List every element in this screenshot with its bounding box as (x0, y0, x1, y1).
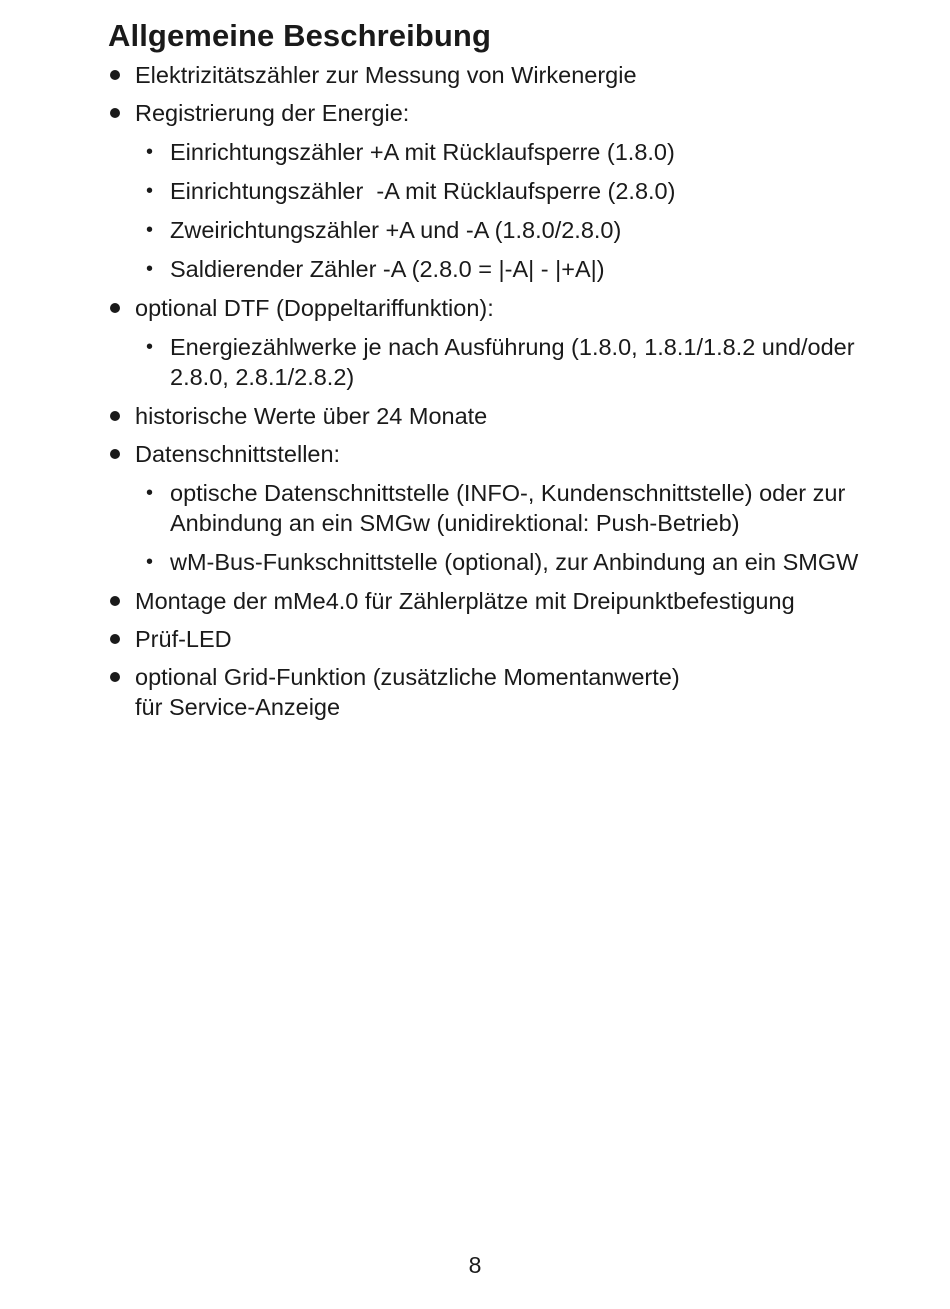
page-number: 8 (468, 1252, 482, 1278)
sub-list-item (135, 332, 918, 392)
sub-list-item-text: Zweirichtungszähler +A und -A (1.8.0/2.8.0) (170, 217, 622, 243)
list-item-text: Elektrizitätszähler zur Messung von Wirkenergie (135, 62, 637, 88)
bullet-icon (110, 596, 120, 606)
list-item-text: optional DTF (Doppeltariffunktion): (135, 295, 494, 321)
sub-list-item (135, 137, 918, 167)
sub-list-item-text: Energiezählwerke je nach Ausführung (1.8.0, 1.8.1/1.8.2 und/oder 2.8.0, 2.8.1/2.8.2) (170, 334, 855, 390)
list-item (108, 60, 918, 90)
list-item-text: Registrierung der Energie: (135, 100, 410, 126)
list-item-text: Prüf-LED (135, 626, 232, 652)
list-item-text: historische Werte über 24 Monate (135, 403, 488, 429)
list-item (108, 586, 918, 616)
section-heading: Allgemeine Beschreibung (108, 18, 492, 53)
sub-bullet-icon: • (146, 219, 154, 241)
bullet-icon (110, 303, 120, 313)
sub-list-item (135, 254, 918, 284)
sub-list (135, 478, 918, 577)
bullet-icon (110, 411, 120, 421)
sub-list-item-text: Einrichtungszähler -A mit Rücklaufsperre (2.8.0) (170, 178, 676, 204)
list-item-text: optional Grid-Funktion (zusätzliche Momentanwerte) für Service-Anzeige (135, 664, 680, 720)
list-item (108, 662, 918, 722)
list-item-text: Datenschnittstellen: (135, 441, 341, 467)
list-item-text: Montage der mMe4.0 für Zählerplätze mit Dreipunktbefestigung (135, 588, 795, 614)
bullet-icon (110, 672, 120, 682)
sub-list-item (135, 547, 918, 577)
list-item (108, 293, 918, 392)
bullet-icon (110, 634, 120, 644)
sub-list (135, 332, 918, 392)
feature-list (108, 60, 918, 730)
sub-list-item (135, 176, 918, 206)
sub-list-item (135, 478, 918, 538)
bullet-icon (110, 70, 120, 80)
sub-bullet-icon: • (146, 336, 154, 358)
list-item (108, 624, 918, 654)
sub-bullet-icon: • (146, 141, 154, 163)
bullet-icon (110, 449, 120, 459)
sub-list-item (135, 215, 918, 245)
sub-list (135, 137, 918, 284)
sub-list-item-text: Einrichtungszähler +A mit Rücklaufsperre (1.8.0) (170, 139, 675, 165)
sub-list-item-text: optische Datenschnittstelle (INFO-, Kundenschnittstelle) oder zur Anbindung an ein SMGw (unidirektional: Push-Betrieb) (170, 480, 846, 536)
bullet-icon (110, 108, 120, 118)
list-item (108, 98, 918, 284)
sub-bullet-icon: • (146, 258, 154, 280)
sub-bullet-icon: • (146, 180, 154, 202)
list-item (108, 401, 918, 431)
list-item (108, 439, 918, 577)
sub-list-item-text: wM-Bus-Funkschnittstelle (optional), zur Anbindung an ein SMGW (170, 549, 859, 575)
sub-list-item-text: Saldierender Zähler -A (2.8.0 = |-A| - |+A|) (170, 256, 605, 282)
sub-bullet-icon: • (146, 551, 154, 573)
sub-bullet-icon: • (146, 482, 154, 504)
